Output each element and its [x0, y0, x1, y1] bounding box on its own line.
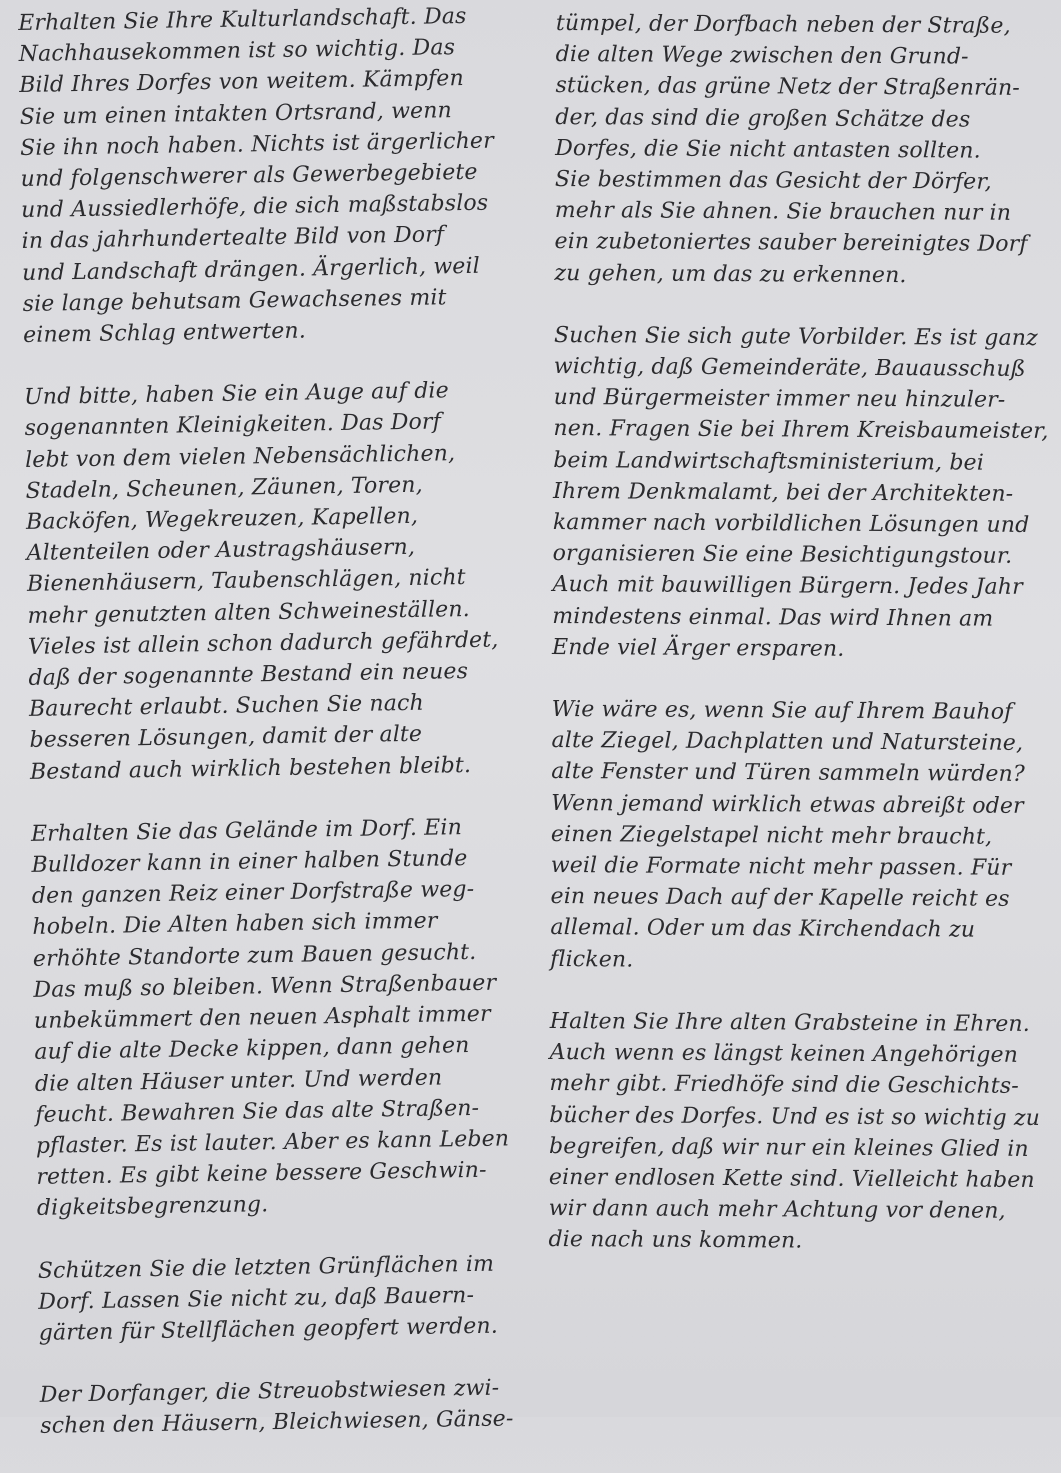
text-line: digkeitsbegrenzung. [36, 1192, 269, 1222]
text-line: besseren Lösungen, damit der alte [29, 722, 423, 754]
paragraph [552, 320, 1059, 666]
paragraph [38, 1248, 539, 1349]
text-line: tümpel, der Dorfbach neben der Straße, [555, 10, 1011, 39]
text-line: mehr als Sie ahnen. Sie brauchen nur in [554, 198, 1012, 227]
text-line: Bulldozer kann in einer halben Stunde [31, 846, 468, 878]
text-line: die alten Häuser unter. Und werden [34, 1064, 443, 1097]
text-line: daß der sogenannte Bestand ein neues [28, 659, 469, 691]
text-line: weil die Formate nicht mehr passen. Für [550, 853, 1012, 881]
text-line: einem Schlag entwerten. [22, 318, 307, 348]
paragraph [554, 8, 1061, 292]
text-line: ein neues Dach auf der Kapelle reicht es [550, 884, 1010, 913]
text-line: ein zubetoniertes sauber bereinigtes Dorf [554, 229, 1028, 258]
text-line: flicken. [550, 946, 634, 973]
text-line: Suchen Sie sich gute Vorbilder. Es ist ganz [553, 322, 1038, 351]
text-line: Dorf. Lassen Sie nicht zu, daß Bauern- [38, 1282, 475, 1315]
text-line: Erhalten Sie das Gelände im Dorf. Ein [30, 815, 463, 847]
text-line: alte Fenster und Türen sammeln würden? [551, 759, 1025, 788]
text-line: nen. Fragen Sie bei Ihrem Kreisbaumeister, [553, 416, 1049, 445]
text-line: einer endlosen Kette sind. Vielleicht haben [548, 1164, 1035, 1193]
text-line: mindestens einmal. Das wird Ihnen am [552, 603, 994, 632]
text-line: Sie um einen intakten Ortsrand, wenn [19, 97, 453, 130]
text-line: mehr gibt. Friedhöfe sind die Geschichts- [549, 1071, 1019, 1100]
text-line: Nachhausekommen ist so wichtig. Das [18, 35, 456, 68]
text-line: hobeln. Die Alten haben sich immer [32, 909, 438, 941]
text-line: einen Ziegelstapel nicht mehr braucht, [550, 821, 993, 850]
text-line: wir dann auch mehr Achtung vor denen, [548, 1196, 1006, 1224]
text-line: mehr genutzten alten Schweineställen. [27, 596, 471, 629]
text-line: beim Landwirtschaftsministerium, bei [553, 447, 985, 476]
paragraph [548, 1006, 1055, 1259]
text-line: Backöfen, Wegekreuzen, Kapellen, [25, 503, 419, 535]
text-line: Halten Sie Ihre alten Grabsteine in Ehren. [549, 1008, 1031, 1037]
text-line: Bienenhäusern, Taubenschlägen, nicht [26, 565, 466, 598]
text-line: lebt von dem vielen Nebensächlichen, [24, 440, 456, 473]
text-line: kammer nach vorbildlichen Lösungen und [552, 510, 1030, 538]
text-line: pflaster. Es ist lauter. Aber es kann Leben [35, 1126, 510, 1159]
text-line: Bestand auch wirklich bestehen bleibt. [29, 752, 472, 785]
text-line: Dorfes, die Sie nicht antasten sollten. [555, 135, 981, 164]
text-line: und Aussiedlerhöfe, die sich maßstabslos [20, 190, 489, 224]
text-line: Auch mit bauwilligen Bürgern. Jedes Jahr [552, 572, 1023, 601]
text-line: sie lange behutsam Gewachsenes mit [22, 285, 447, 317]
text-line: und folgenschwerer als Gewerbegebiete [20, 159, 478, 192]
text-line: Erhalten Sie Ihre Kulturlandschaft. Das [18, 3, 467, 36]
text-line: und Bürgermeister immer neu hinzuler- [553, 385, 1006, 413]
text-line: und Landschaft drängen. Ärgerlich, weil [21, 253, 481, 286]
paragraph [18, 0, 523, 351]
text-line: Das muß so bleiben. Wenn Straßenbauer [33, 970, 497, 1003]
text-line: der, das sind die großen Schätze des [555, 104, 971, 133]
right-text-column [548, 8, 1061, 1290]
paragraph [31, 811, 537, 1224]
paragraph [40, 1372, 541, 1442]
text-line: Schützen Sie die letzten Grünflächen im [37, 1251, 495, 1284]
text-line: Und bitte, haben Sie ein Auge auf die [23, 378, 450, 411]
text-line: auf die alte Decke kippen, dann gehen [34, 1033, 470, 1066]
text-line: sogenannten Kleinigkeiten. Das Dorf [24, 409, 442, 442]
text-line: alte Ziegel, Dachplatten und Natursteine, [551, 728, 1024, 757]
text-line: die alten Wege zwischen den Grund- [555, 42, 969, 70]
text-line: Vieles ist allein schon dadurch gefährdet, [27, 627, 499, 660]
text-line: gärten für Stellflächen geopfert werden. [38, 1313, 499, 1346]
text-line: retten. Es gibt keine bessere Geschwin- [36, 1157, 487, 1190]
left-text-column [18, 0, 541, 1473]
text-line: Stadeln, Scheunen, Zäunen, Toren, [25, 472, 423, 504]
text-line: Sie bestimmen das Gesicht der Dörfer, [554, 167, 992, 195]
text-line: Sie ihn noch haben. Nichts ist ärgerlicher [20, 128, 494, 161]
text-line: Wie wäre es, wenn Sie auf Ihrem Bauhof [551, 697, 1013, 725]
text-line: die nach uns kommen. [548, 1227, 803, 1254]
text-line: begreifen, daß wir nur ein kleines Glied in [548, 1133, 1029, 1162]
text-line: in das jahrhundertealte Bild von Dorf [21, 222, 445, 255]
text-line: wichtig, daß Gemeinderäte, Bauausschuß [553, 354, 1026, 382]
text-line: Wenn jemand wirklich etwas abreißt oder [551, 790, 1024, 819]
text-line: zu gehen, um das zu erkennen. [554, 260, 907, 288]
text-line: Ende viel Ärger ersparen. [552, 634, 845, 662]
text-line: erhöhte Standorte zum Bauen gesucht. [32, 939, 477, 972]
text-line: Ihrem Denkmalamt, bei der Architekten- [552, 478, 1014, 507]
text-line: den ganzen Reiz einer Dorfstraße weg- [31, 877, 475, 910]
text-line: allemal. Oder um das Kirchendach zu [550, 915, 976, 944]
paragraph [550, 694, 1057, 978]
text-line: Bild Ihres Dorfes von weitem. Kämpfen [19, 66, 465, 99]
text-line: schen den Häusern, Bleichwiesen, Gänse- [40, 1406, 514, 1440]
text-line: Der Dorfanger, die Streuobstwiesen zwi- [39, 1375, 500, 1408]
text-line: feucht. Bewahren Sie das alte Straßen- [35, 1095, 480, 1128]
text-line: bücher des Dorfes. Und es ist so wichtig zu [549, 1102, 1041, 1131]
text-line: stücken, das grüne Netz der Straßenrän- [555, 73, 1020, 102]
text-line: Altenteilen oder Austragshäusern, [26, 535, 416, 567]
text-line: Baurecht erlaubt. Suchen Sie nach [28, 690, 425, 723]
paragraph [24, 374, 530, 787]
text-line: Auch wenn es längst keinen Angehörigen [549, 1040, 1019, 1068]
text-line: organisieren Sie eine Besichtigungstour. [552, 541, 1013, 570]
text-line: unbekümmert den neuen Asphalt immer [33, 1001, 491, 1034]
